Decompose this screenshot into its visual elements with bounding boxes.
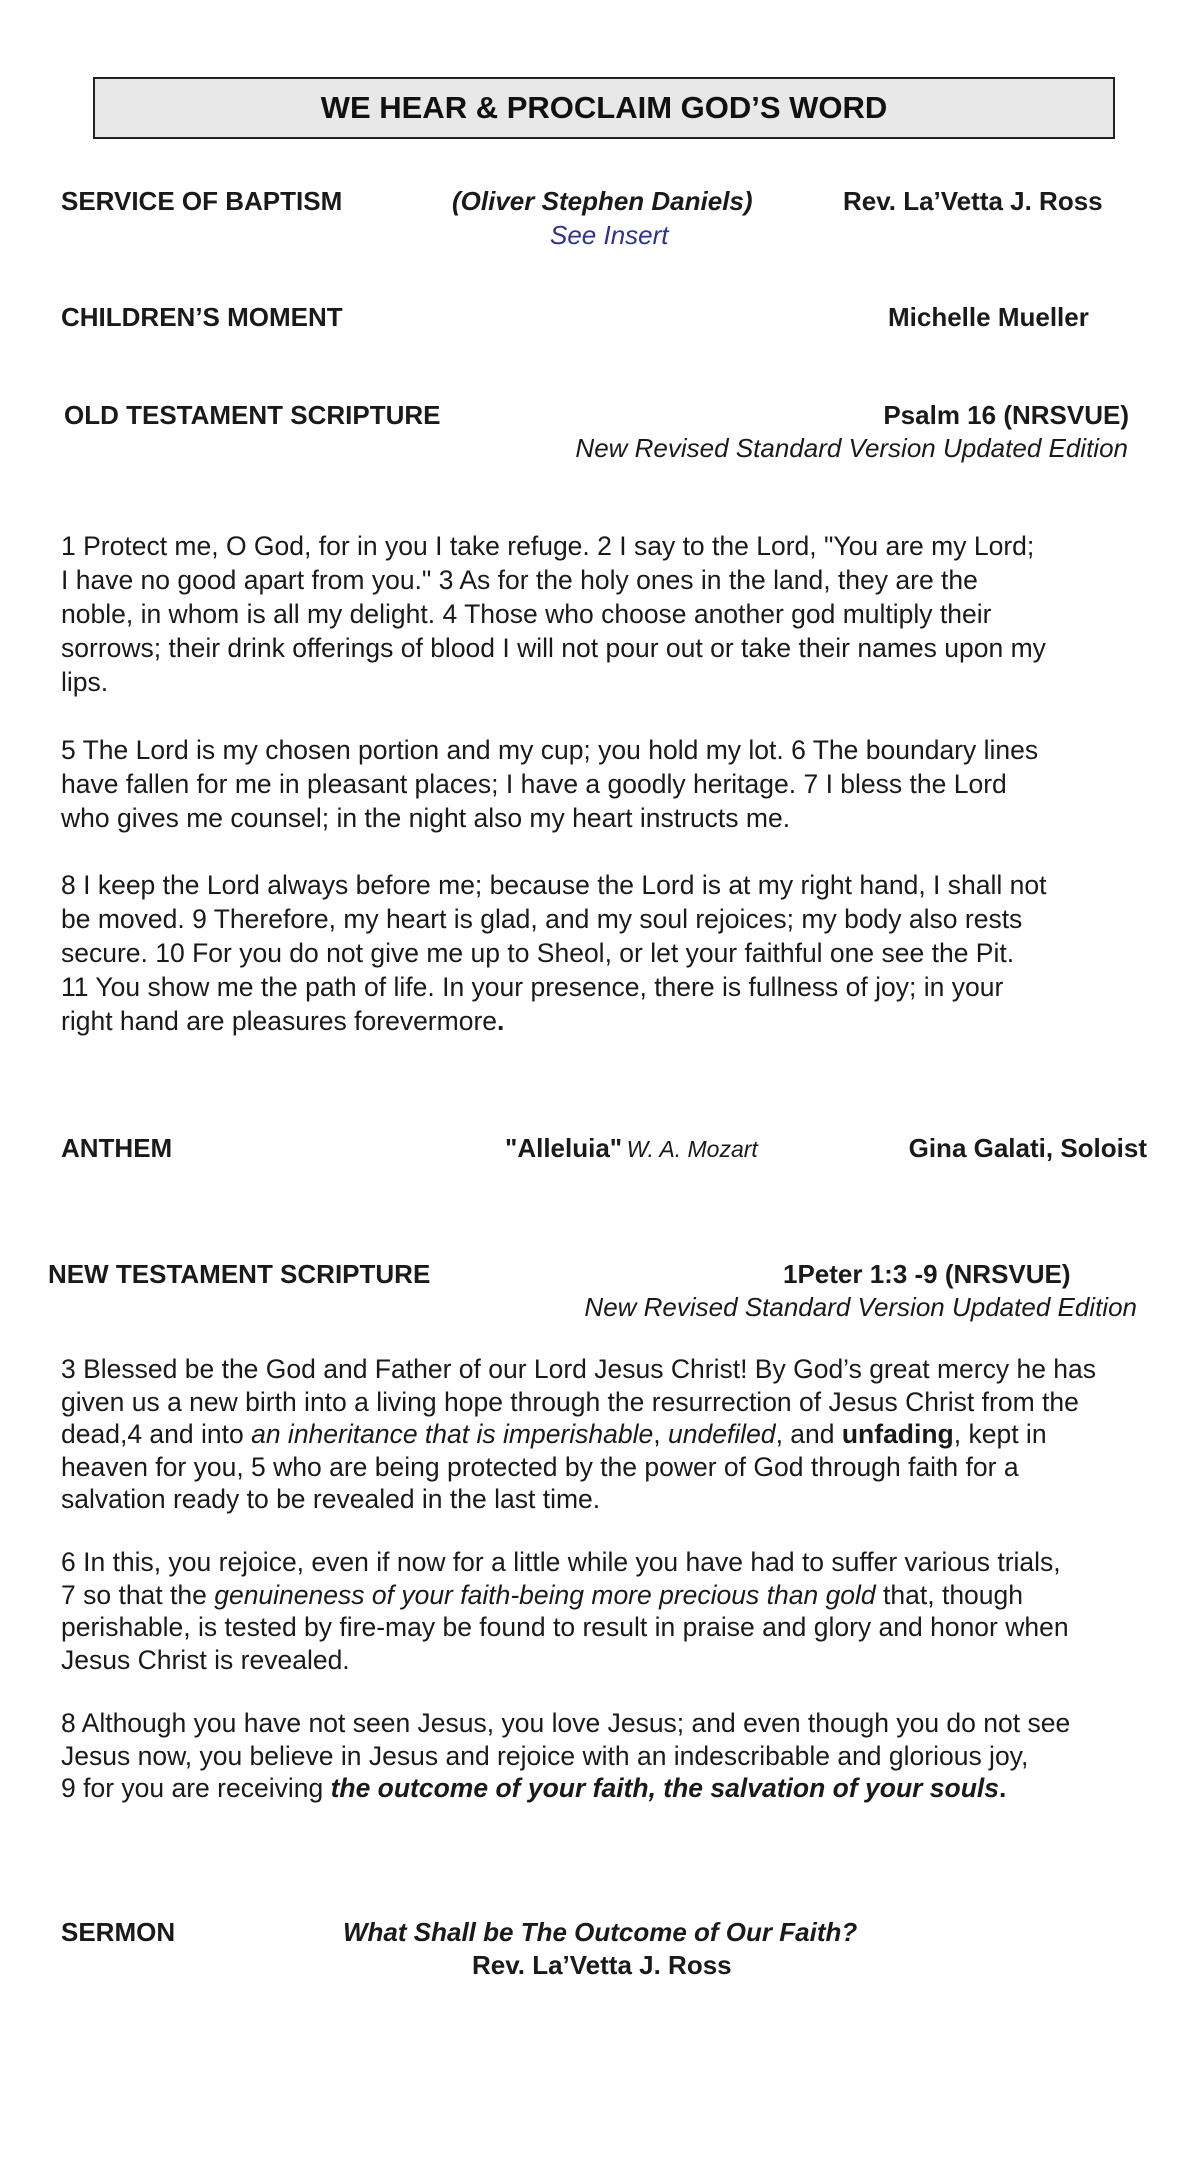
text-line: 11 You show me the path of life. In your presence, there is fullness of joy; in your bbox=[61, 972, 1004, 1002]
text-line: 5 The Lord is my chosen portion and my cup; you hold my lot. 6 The boundary lines bbox=[61, 735, 1039, 765]
baptism-label: SERVICE OF BAPTISM bbox=[61, 186, 343, 216]
text-line: 8 Although you have not seen Jesus, you love Jesus; and even though you do not see bbox=[61, 1708, 1071, 1738]
nt-paragraph-3 bbox=[61, 1707, 1161, 1805]
anthem-piece bbox=[505, 1133, 758, 1164]
anthem-title: "Alleluia" bbox=[505, 1133, 623, 1163]
text-line: 6 In this, you rejoice, even if now for a little while you have had to suffer various trials, bbox=[61, 1547, 1061, 1577]
ot-label: OLD TESTAMENT SCRIPTURE bbox=[64, 400, 441, 430]
text-line: 3 Blessed be the God and Father of our Lord Jesus Christ! By God’s great mercy he has bbox=[61, 1354, 1097, 1384]
text-line: given us a new birth into a living hope through the resurrection of Jesus Christ from the bbox=[61, 1386, 1079, 1417]
text-line: be moved. 9 Therefore, my heart is glad, and my soul rejoices; my body also rests bbox=[61, 904, 1023, 934]
text-line: perishable, is tested by fire-may be found to result in praise and glory and honor when bbox=[61, 1612, 1069, 1642]
text-line: secure. 10 For you do not give me up to Sheol, or let your faithful one see the Pit. bbox=[61, 938, 1015, 968]
text-line: right hand are pleasures forevermore. bbox=[61, 1006, 505, 1036]
text-line: salvation ready to be revealed in the last time. bbox=[61, 1484, 601, 1514]
anthem-performer: Gina Galati, Soloist bbox=[908, 1133, 1147, 1163]
baptism-leader: Rev. La’Vetta J. Ross bbox=[843, 186, 1103, 216]
anthem-composer: W. A. Mozart bbox=[626, 1136, 758, 1162]
text-line: who gives me counsel; in the night also my heart instructs me. bbox=[61, 803, 791, 833]
text-line: Jesus Christ is revealed. bbox=[61, 1644, 350, 1675]
nt-reference: 1Peter 1:3 -9 (NRSVUE) bbox=[783, 1259, 1071, 1289]
text-line: have fallen for me in pleasant places; I have a goodly heritage. 7 I bless the Lord bbox=[61, 769, 1007, 799]
text-line: dead,4 and into an inheritance that is imperishable, undefiled, and unfading, kept in bbox=[61, 1419, 1047, 1449]
text-line: I have no good apart from you." 3 As for the holy ones in the land, they are the bbox=[61, 565, 978, 595]
anthem-label: ANTHEM bbox=[61, 1133, 173, 1163]
text-line: 9 for you are receiving the outcome of your faith, the salvation of your souls. bbox=[61, 1773, 1007, 1803]
baptism-candidate: (Oliver Stephen Daniels) bbox=[452, 186, 753, 216]
text-line: 1 Protect me, O God, for in you I take refuge. 2 I say to the Lord, "You are my Lord; bbox=[61, 531, 1035, 561]
text-line: lips. bbox=[61, 667, 109, 697]
childrens-moment-leader: Michelle Mueller bbox=[888, 302, 1089, 332]
ot-paragraph-3 bbox=[61, 868, 1161, 1038]
nt-version: New Revised Standard Version Updated Edition bbox=[584, 1292, 1137, 1322]
sermon-title: What Shall be The Outcome of Our Faith? bbox=[343, 1917, 858, 1947]
ot-paragraph-2 bbox=[61, 733, 1161, 835]
ot-version: New Revised Standard Version Updated Edition bbox=[575, 433, 1128, 463]
nt-label: NEW TESTAMENT SCRIPTURE bbox=[48, 1259, 431, 1289]
ot-paragraph-1 bbox=[61, 529, 1161, 699]
baptism-candidate-name: Oliver Stephen Daniels bbox=[460, 186, 744, 216]
text-line: 7 so that the genuineness of your faith-being more precious than gold that, though bbox=[61, 1579, 1024, 1610]
text-line: Jesus now, you believe in Jesus and rejoice with an indescribable and glorious joy, bbox=[61, 1740, 1029, 1771]
section-title: WE HEAR & PROCLAIM GOD’S WORD bbox=[93, 77, 1115, 139]
text-line: heaven for you, 5 who are being protected by the power of God through faith for a bbox=[61, 1451, 1019, 1482]
nt-paragraph-2 bbox=[61, 1546, 1161, 1676]
sermon-label: SERMON bbox=[61, 1917, 176, 1947]
text-line: 8 I keep the Lord always before me; because the Lord is at my right hand, I shall not bbox=[61, 870, 1047, 900]
ot-reference: Psalm 16 (NRSVUE) bbox=[883, 400, 1129, 430]
nt-paragraph-1 bbox=[61, 1353, 1161, 1516]
see-insert-note: See Insert bbox=[550, 220, 669, 250]
sermon-preacher: Rev. La’Vetta J. Ross bbox=[472, 1950, 732, 1980]
text-line: noble, in whom is all my delight. 4 Those who choose another god multiply their bbox=[61, 599, 992, 629]
childrens-moment-label: CHILDREN’S MOMENT bbox=[61, 302, 343, 332]
text-line: sorrows; their drink offerings of blood I will not pour out or take their names upon my bbox=[61, 633, 1046, 663]
